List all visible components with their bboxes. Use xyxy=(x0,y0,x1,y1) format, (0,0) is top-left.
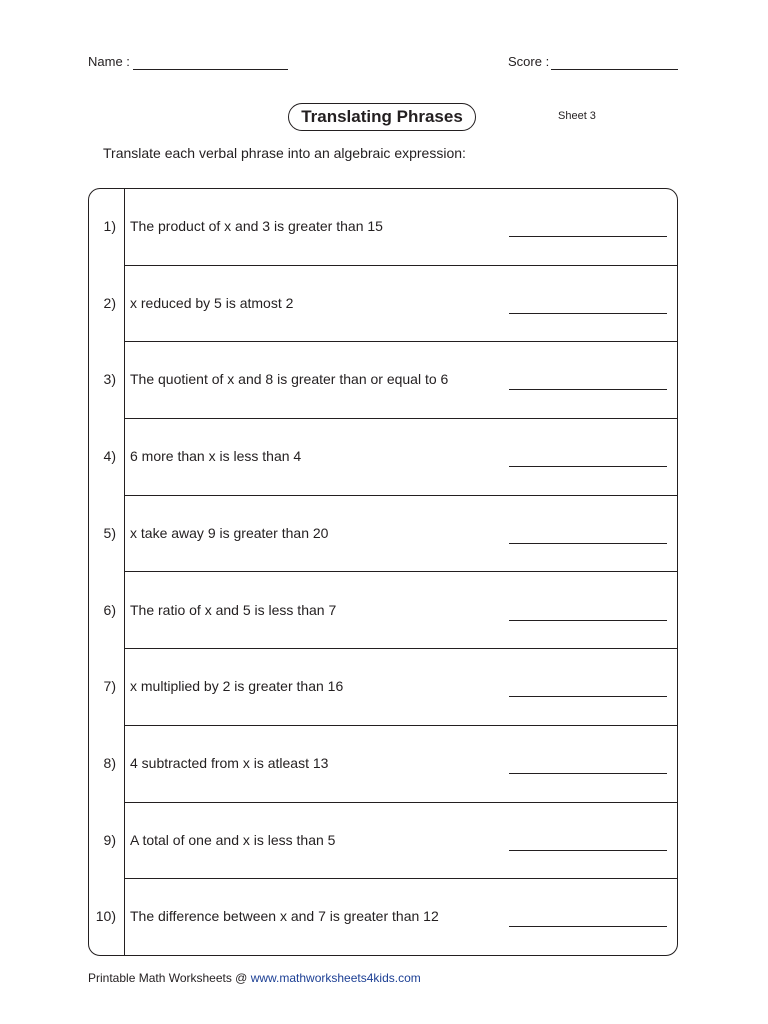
question-row xyxy=(89,726,677,803)
answer-line[interactable] xyxy=(509,389,667,390)
answer-line[interactable] xyxy=(509,236,667,237)
answer-line[interactable] xyxy=(509,850,667,851)
question-text: The product of x and 3 is greater than 15 xyxy=(130,218,383,234)
question-row xyxy=(89,189,677,266)
question-text: 6 more than x is less than 4 xyxy=(130,448,302,465)
question-number: 6) xyxy=(103,601,116,618)
sheet-number: Sheet 3 xyxy=(558,110,596,122)
answer-line[interactable] xyxy=(509,543,667,544)
question-text: The difference between x and 7 is greater than 12 xyxy=(130,908,439,925)
question-row xyxy=(89,419,677,496)
question-row xyxy=(89,649,677,726)
question-number: 10) xyxy=(95,908,116,925)
question-row xyxy=(89,573,677,650)
question-number: 3) xyxy=(103,371,116,388)
answer-line[interactable] xyxy=(509,620,667,621)
question-text: The quotient of x and 8 is greater than or equal to 6 xyxy=(130,371,449,388)
score-label: Score : xyxy=(508,54,550,69)
question-text: x take away 9 is greater than 20 xyxy=(130,524,329,541)
question-row xyxy=(89,266,677,343)
question-number: 9) xyxy=(103,831,116,848)
question-box xyxy=(88,188,678,956)
footer xyxy=(88,971,421,985)
name-label: Name : xyxy=(88,54,130,69)
question-text: x multiplied by 2 is greater than 16 xyxy=(130,678,344,695)
score-answer-line[interactable] xyxy=(551,69,678,70)
question-row xyxy=(89,342,677,419)
question-number: 8) xyxy=(103,754,116,771)
question-row xyxy=(89,496,677,573)
worksheet-title: Translating Phrases xyxy=(288,103,476,131)
instructions: Translate each verbal phrase into an algebraic expression: xyxy=(103,145,466,161)
question-text: A total of one and x is less than 5 xyxy=(130,831,336,848)
question-text: x reduced by 5 is atmost 2 xyxy=(130,294,294,311)
footer-text: Printable Math Worksheets @ xyxy=(88,971,251,985)
name-answer-line[interactable] xyxy=(133,69,288,70)
answer-line[interactable] xyxy=(509,926,667,927)
footer-link[interactable]: www.mathworksheets4kids.com xyxy=(250,971,421,985)
answer-line[interactable] xyxy=(509,313,667,314)
question-text: The ratio of x and 5 is less than 7 xyxy=(130,601,337,618)
question-number: 7) xyxy=(103,678,116,695)
question-row xyxy=(89,803,677,880)
question-number: 1) xyxy=(103,218,116,234)
answer-line[interactable] xyxy=(509,466,667,467)
question-text: 4 subtracted from x is atleast 13 xyxy=(130,754,329,771)
question-number: 4) xyxy=(103,448,116,465)
question-number: 5) xyxy=(103,524,116,541)
question-number: 2) xyxy=(103,294,116,311)
question-row xyxy=(89,879,677,956)
answer-line[interactable] xyxy=(509,696,667,697)
answer-line[interactable] xyxy=(509,773,667,774)
